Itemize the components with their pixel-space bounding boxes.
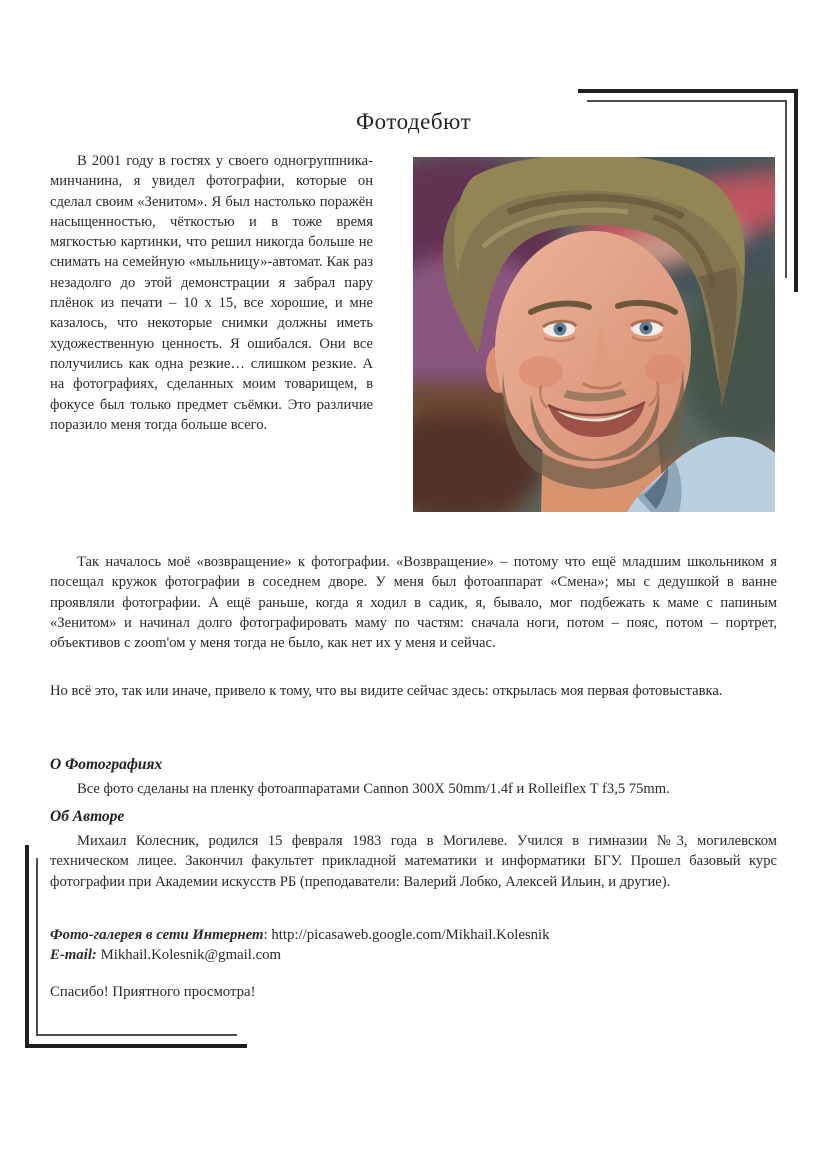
portrait-photo	[413, 157, 775, 512]
about-photos-heading: О Фотографиях	[50, 756, 163, 773]
gallery-label: Фото-галерея в сети Интернет	[50, 927, 264, 943]
return-paragraph: Так началось моё «возвращение» к фотографии. «Возвращение» – потому что ещё младшим школьником я посещал кружок фотографии в соседнем дворе. У меня был фотоаппарат «Смена»; мы с дедушкой в ванне проявляли фотографии. А ещё раньше, когда я ходил в садик, я, бывало, мог подбежать к маме с папиным «Зенитом» и начинал долго фотографировать маму по частям: сначала ноги, потом – пояс, потом – портрет, объективов с zoom'ом у меня тогда не было, как нет их у меня и сейчас.	[50, 554, 777, 652]
thanks-text: Спасибо! Приятного просмотра!	[50, 984, 256, 1000]
intro-paragraph: В 2001 году в гостях у своего одногруппника-минчанина, я увидел фотографии, которые он сделал своим «Зенитом». Я был настолько поражён насыщенностью, чёткостью и в тоже время мягкостью картинки, что решил никогда больше не снимать на семейную «мыльницу»-автомат. Как раз незадолго до этой демонстрации я забрал пару плёнок из печати – 10 х 15, все хорошие, и мне казалось, что некоторые снимки должны иметь художественную ценность. Я ошибался. Они все получились как одна резкие… слишком резкие. А на фотографиях, сделанных моим товарищем, в фокусе был только предмет съёмки. Это различие поразило меня тогда больше всего.	[50, 153, 373, 433]
email-value: Mikhail.Kolesnik@gmail.com	[100, 947, 282, 963]
email-label: E-mail:	[50, 947, 97, 963]
gallery-line	[50, 925, 777, 945]
gallery-separator: :	[263, 927, 272, 943]
page-title: Фотодебют	[356, 109, 471, 134]
portrait-photo-image	[413, 157, 775, 512]
about-author-heading: Об Авторе	[50, 808, 125, 825]
gallery-url: http://picasaweb.google.com/Mikhail.Kolesnik	[271, 927, 550, 943]
about-photos-text: Все фото сделаны на пленку фотоаппаратами Cannon 300X 50mm/1.4f и Rolleiflex T f3,5 75mm.	[77, 781, 670, 797]
email-line	[50, 945, 777, 965]
conclusion-paragraph: Но всё это, так или иначе, привело к тому, что вы видите сейчас здесь: открылась моя первая фотовыставка.	[50, 683, 723, 699]
about-author-text: Михаил Колесник, родился 15 февраля 1983 года в Могилеве. Учился в гимназии №3, могилевском техническом лицее. Закончил факультет прикладной математики и информатики БГУ. Прошел базовый курс фотографии при Академии искусств РБ (преподаватели: Валерий Лобко, Алексей Ильин, и другие).	[50, 833, 777, 890]
